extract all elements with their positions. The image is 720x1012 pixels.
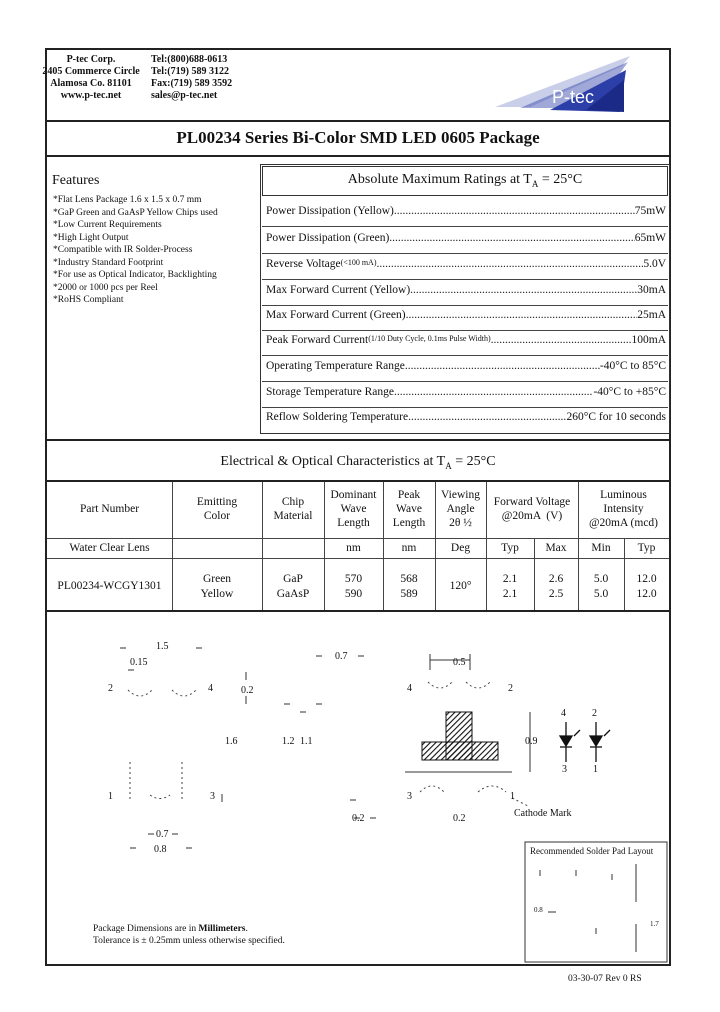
leader-dots	[410, 284, 637, 296]
dim-1-2: 1.2	[282, 736, 295, 747]
pad-dim: 0.8	[534, 906, 543, 914]
feature-item: *GaP Green and GaAsP Yellow Chips used	[53, 207, 218, 218]
leader-dots	[376, 258, 643, 270]
feature-item: *For use as Optical Indicator, Backlighting	[53, 270, 217, 280]
rating-label: Reflow Soldering Temperature	[266, 411, 409, 423]
abs-max-row	[266, 284, 666, 296]
rating-value: 260°C for 10 seconds	[566, 411, 666, 423]
company-web[interactable]: www.p-tec.net	[60, 90, 122, 101]
note-tolerance: Tolerance is ± 0.25mm unless otherwise specified.	[93, 936, 285, 946]
divider	[45, 120, 671, 122]
subheader-deg: Deg	[450, 542, 471, 554]
pin-label: 1	[510, 791, 515, 802]
rating-note: (1/10 Duty Cycle, 0.1ms Pulse Width)	[368, 334, 491, 343]
dim-0-7-top: 0.7	[335, 651, 348, 662]
cell-part-number: PL00234-WCGY1301	[57, 580, 162, 592]
row-divider	[262, 279, 668, 280]
note-dimensions: Package Dimensions are in Millimeters.	[93, 924, 248, 934]
abs-max-row	[266, 334, 666, 346]
rating-label: Max Forward Current (Green)	[266, 309, 406, 321]
footer-revision: 03-30-07 Rev 0 RS	[568, 974, 642, 984]
subheader-nm: nm	[401, 542, 417, 554]
features-list	[53, 194, 218, 307]
abs-max-row	[266, 360, 666, 372]
row-divider	[262, 330, 668, 331]
company-name: P-tec Corp.	[66, 54, 116, 65]
row-divider	[262, 253, 668, 254]
schematic-pin: 3	[562, 764, 567, 775]
dim-0-9: 0.9	[525, 736, 538, 747]
abs-max-row	[266, 232, 666, 244]
divider	[45, 439, 671, 441]
rating-label: Storage Temperature Range	[266, 386, 394, 398]
dim-0-8: 0.8	[154, 844, 167, 855]
row-divider	[262, 407, 668, 408]
rating-value: -40°C to +85°C	[593, 386, 666, 398]
leader-dots	[408, 411, 566, 423]
ptec-logo	[490, 52, 640, 114]
header-emitting-color: Emitting Color	[196, 496, 238, 522]
elec-heading: Electrical & Optical Characteristics at $T_A = 25^\circ C$	[220, 454, 496, 471]
leader-dots	[394, 205, 635, 217]
dim-0-2-b: 0.2	[352, 813, 365, 824]
divider	[45, 155, 671, 157]
rating-value: 25mA	[637, 309, 666, 321]
dim-0-2: 0.2	[241, 685, 254, 696]
dim-1-6: 1.6	[225, 736, 238, 747]
header-peak-wave: Peak Wave Length	[392, 489, 426, 529]
abs-max-row	[266, 205, 666, 217]
dim-1-1: 1.1	[300, 736, 313, 747]
company-tel2: Tel:(719) 589 3122	[151, 66, 229, 77]
abs-max-heading: Absolute Maximum Ratings at $T_A = 25^\circ C$	[347, 172, 583, 189]
cell-color: Green Yellow	[200, 573, 234, 600]
header-part-number: Part Number	[79, 503, 140, 515]
solder-pad-title: Recommended Solder Pad Layout	[530, 846, 654, 856]
row-divider	[262, 226, 668, 227]
leader-dots	[405, 360, 600, 372]
dim-0-5: 0.5	[453, 657, 466, 668]
pin-label: 3	[407, 791, 412, 802]
pin-label: 4	[407, 683, 412, 694]
schematic-pin: 2	[592, 708, 597, 719]
cell-dominant: 570 590	[344, 573, 363, 600]
row-divider	[262, 355, 668, 356]
row-divider	[262, 305, 668, 306]
dim-0-15: 0.15	[130, 657, 148, 668]
rating-value: -40°C to 85°C	[599, 360, 666, 372]
leader-dots	[389, 232, 634, 244]
subheader-typ: Typ	[501, 542, 519, 554]
rating-label: Reverse Voltage	[266, 258, 341, 270]
rating-value: 100mA	[631, 334, 666, 346]
feature-item: *Compatible with IR Solder-Process	[53, 245, 193, 255]
rating-label: Power Dissipation (Green)	[266, 232, 390, 244]
cell-peak: 568 589	[400, 573, 418, 600]
rating-value: 65mW	[634, 232, 666, 244]
package-drawing	[0, 612, 720, 964]
company-email[interactable]: sales@p-tec.net	[151, 90, 218, 101]
dim-1-5: 1.5	[156, 641, 169, 652]
feature-item: *High Light Output	[53, 232, 129, 243]
company-fax: Fax:(719) 589 3592	[151, 78, 233, 89]
rating-label: Peak Forward Current	[266, 334, 369, 346]
pin-label: 3	[210, 791, 215, 802]
pin-label: 1	[108, 791, 113, 802]
leader-dots	[406, 309, 638, 321]
page-title: PL00234 Series Bi-Color SMD LED 0605 Package	[176, 128, 540, 147]
dim-0-7-bottom: 0.7	[156, 829, 169, 840]
company-address2: Alamosa Co. 81101	[50, 78, 132, 89]
subheader-nm: nm	[346, 542, 361, 554]
cell-vf-max: 2.6 2.5	[548, 573, 564, 600]
dim-0-2-c: 0.2	[453, 813, 466, 824]
cell-viewing: 120°	[449, 580, 472, 592]
cell-iv-min: 5.0 5.0	[593, 573, 609, 600]
row-divider	[262, 381, 668, 382]
feature-item: *Low Current Requirements	[53, 220, 162, 230]
leader-dots	[491, 334, 632, 346]
header-chip-material: Chip Material	[273, 496, 313, 522]
feature-item: *2000 or 1000 pcs per Reel	[53, 282, 158, 293]
abs-max-row	[266, 411, 666, 423]
feature-item: *Flat Lens Package 1.6 x 1.5 x 0.7 mm	[53, 195, 202, 205]
feature-item: *Industry Standard Footprint	[53, 257, 164, 268]
features-heading: Features	[52, 173, 100, 188]
schematic-pin: 1	[593, 764, 598, 775]
cell-iv-typ: 12.0 12.0	[636, 573, 657, 600]
rating-value: 5.0V	[643, 258, 666, 270]
abs-max-row	[266, 258, 666, 270]
header-luminous-intensity: Luminous Intensity @20mA (mcd)	[588, 489, 659, 529]
company-address1: 2405 Commerce Circle	[42, 66, 140, 77]
rating-note: (<100 mA)	[340, 258, 377, 267]
rating-label: Max Forward Current (Yellow)	[266, 284, 411, 296]
subheader-lens: Water Clear Lens	[69, 542, 150, 554]
header-forward-voltage: Forward Voltage @20mA (V)	[493, 496, 571, 522]
company-tel: Tel:(800)688-0613	[151, 54, 228, 65]
schematic-pin: 4	[561, 708, 566, 719]
pin-label: 4	[208, 683, 213, 694]
pad-dim: 1.7	[650, 920, 659, 928]
rating-label: Power Dissipation (Yellow)	[266, 205, 394, 217]
logo-text: P-tec	[552, 87, 595, 107]
abs-max-row	[266, 309, 666, 321]
subheader-max: Max	[545, 542, 567, 554]
header-dominant-wave: Dominant Wave Length	[330, 489, 377, 529]
rating-label: Operating Temperature Range	[266, 360, 405, 372]
abs-max-row	[266, 386, 666, 398]
pin-label: 2	[108, 683, 113, 694]
rating-value: 30mA	[637, 284, 666, 296]
rating-value: 75mW	[634, 205, 666, 217]
feature-item: *RoHS Compliant	[53, 295, 124, 305]
header-viewing-angle: Viewing Angle 2θ ½	[441, 489, 480, 529]
cathode-mark-label: Cathode Mark	[514, 808, 572, 819]
cell-chip: GaP GaAsP	[276, 573, 310, 600]
subheader-typ: Typ	[637, 542, 656, 554]
leader-dots	[394, 386, 593, 398]
subheader-min: Min	[591, 542, 611, 554]
cell-vf-typ: 2.1 2.1	[502, 573, 518, 600]
pin-label: 2	[508, 683, 513, 694]
